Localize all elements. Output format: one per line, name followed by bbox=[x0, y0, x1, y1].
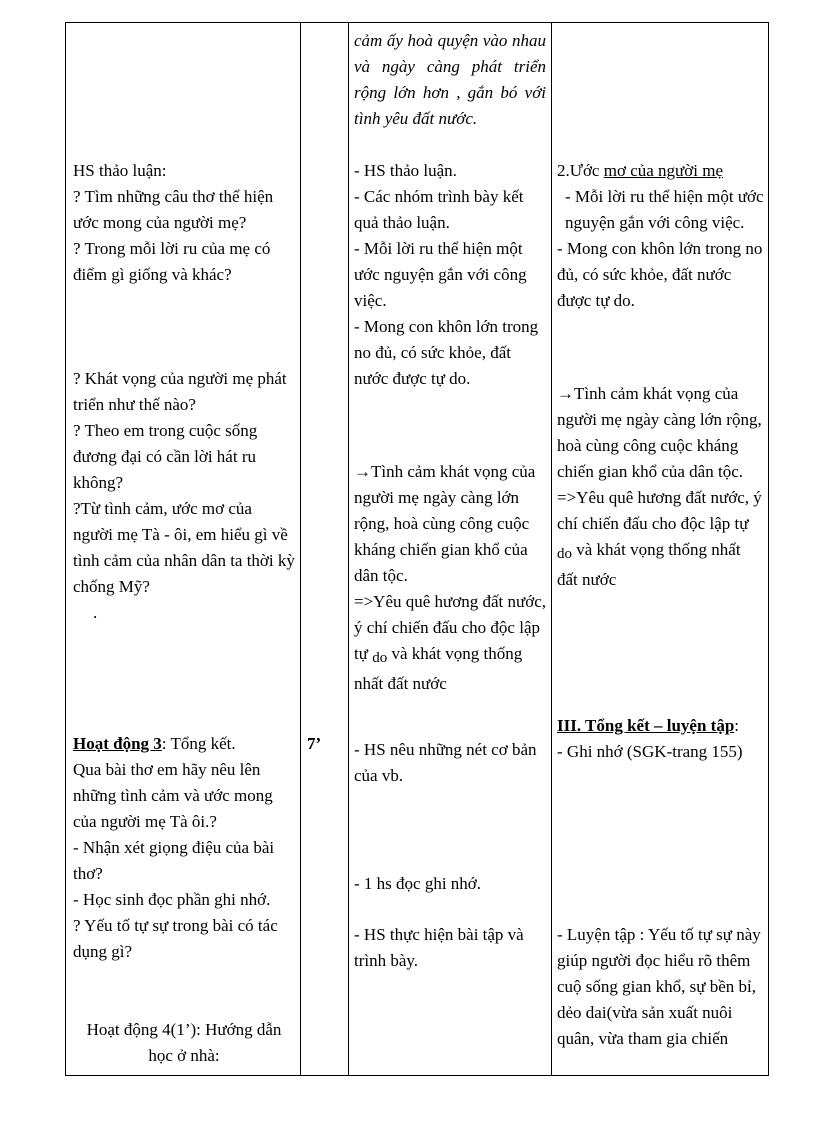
activity3-label: Hoạt động 3 bbox=[73, 734, 162, 753]
col4-conclusion-a: =>Yêu quê hương đất nước, ý chí chiến đấu cho độc lập tự bbox=[557, 488, 762, 533]
section3-heading: III. Tổng kết – luyện tập bbox=[557, 716, 735, 735]
col3-conclusion-do: do bbox=[372, 650, 388, 666]
col1-line: - Học sinh đọc phần ghi nhớ. bbox=[73, 890, 271, 909]
col4-practice bbox=[557, 922, 765, 1052]
col1-line: ? Trong mỗi lời ru của mẹ có điểm gì giống và khác? bbox=[73, 239, 271, 284]
col3-line: - Mỗi lời ru thể hiện một ước nguyện gắn với công việc. bbox=[354, 239, 527, 310]
col1-line: HS thảo luận: bbox=[73, 161, 167, 180]
column-divider bbox=[348, 23, 349, 1075]
activity3-title: : Tổng kết. bbox=[161, 734, 236, 753]
col4-practice-text: - Luyện tập : Yếu tố tự sự này giúp người đọc hiểu rõ thêm cuộ sống gian khổ, sự bền bỉ, dẻo dai(vừa sản xuất nuôi quân, vừa tham gia chiến bbox=[557, 925, 761, 1048]
col3-conclusion-a: =>Yêu quê hương đất nước, ý chí chiến đấu cho độc lập tự bbox=[354, 592, 547, 663]
section2-heading bbox=[557, 158, 765, 184]
col3-italic-text: cảm ấy hoà quyện vào nhau và ngày càng phát triển rộng lớn hơn , gắn bó với tình yêu đất nước. bbox=[354, 31, 546, 128]
activity4-text: Hoạt động 4(1’): Hướng dẫn học ở nhà: bbox=[86, 1020, 282, 1065]
col3-exercise-text: - HS thực hiện bài tập và trình bày. bbox=[354, 925, 524, 970]
col4-conclusion bbox=[557, 381, 765, 593]
section2-number: 2.Ước bbox=[557, 161, 604, 180]
col4-note: - Ghi nhớ (SGK-trang 155) bbox=[557, 742, 743, 761]
col1-line: ? Yếu tố tự sự trong bài có tác dụng gì? bbox=[73, 916, 278, 961]
col4-conclusion-do: do bbox=[557, 546, 572, 562]
col4-emotion: →Tình cảm khát vọng của người mẹ ngày càng lớn rộng, hoà cùng công cuộc kháng chiến gian khổ của dân tộc. bbox=[557, 384, 762, 481]
col3-summary bbox=[354, 737, 546, 789]
col3-conclusion bbox=[354, 459, 546, 697]
col3-line: - Các nhóm trình bày kết quả thảo luận. bbox=[354, 187, 524, 232]
col1-line: - Nhận xét giọng điệu của bài thơ? bbox=[73, 838, 275, 883]
col3-memorize-text: - 1 hs đọc ghi nhớ. bbox=[354, 874, 482, 893]
col3-italic-continuation bbox=[354, 28, 546, 132]
col1-discussion bbox=[73, 158, 295, 288]
col1-activity3 bbox=[73, 731, 295, 965]
col3-emotion: →Tình cảm khát vọng của người mẹ ngày càng lớn rộng, hoà cùng công cuộc kháng chiến gian khổ của dân tộc. bbox=[354, 462, 536, 585]
col3-summary-text: - HS nêu những nét cơ bản của vb. bbox=[354, 740, 537, 785]
section2-title: mơ của người mẹ bbox=[603, 161, 723, 180]
col4-section3 bbox=[557, 713, 765, 765]
col1-questions bbox=[73, 366, 295, 626]
col3-line: - Mong con khôn lớn trong no đủ, có sức khỏe, đất nước được tự do. bbox=[354, 317, 539, 388]
col3-line: - HS thảo luận. bbox=[354, 161, 457, 180]
col1-dot: . bbox=[93, 603, 98, 622]
column-divider bbox=[300, 23, 301, 1075]
section3-colon: : bbox=[734, 716, 740, 735]
col4-line: - Mỗi lời ru thể hiện một ước nguyện gắn với công việc. bbox=[565, 187, 764, 232]
col4-section2 bbox=[557, 158, 765, 314]
col1-line: Qua bài thơ em hãy nêu lên những tình cảm và ước mong của người mẹ Tà ôi.? bbox=[73, 760, 273, 831]
col4-conclusion-b: và khát vọng thống nhất đất nước bbox=[557, 540, 741, 589]
lesson-table bbox=[65, 22, 769, 1076]
col1-line: ? Theo em trong cuộc sống đương đại có cần lời hát ru không? bbox=[73, 421, 258, 492]
col1-line: ? Khát vọng của người mẹ phát triển như thế nào? bbox=[73, 369, 287, 414]
column-divider bbox=[551, 23, 552, 1075]
col1-activity4 bbox=[73, 1017, 295, 1069]
col3-conclusion-b: và khát vọng thống nhất đất nước bbox=[354, 644, 523, 693]
col1-line: ?Từ tình cảm, ước mơ của người mẹ Tà - ôi, em hiểu gì về tình cảm của nhân dân ta thời kỳ chống Mỹ? bbox=[73, 499, 295, 596]
col3-exercise bbox=[354, 922, 546, 974]
time-value: 7’ bbox=[307, 734, 322, 753]
col3-discussion bbox=[354, 158, 546, 392]
col1-line: ? Tìm những câu thơ thể hiện ước mong của người mẹ? bbox=[73, 187, 274, 232]
col3-memorize bbox=[354, 871, 546, 897]
col4-line: - Mong con khôn lớn trong no đủ, có sức khỏe, đất nước được tự do. bbox=[557, 239, 763, 310]
time-cell bbox=[307, 731, 345, 757]
